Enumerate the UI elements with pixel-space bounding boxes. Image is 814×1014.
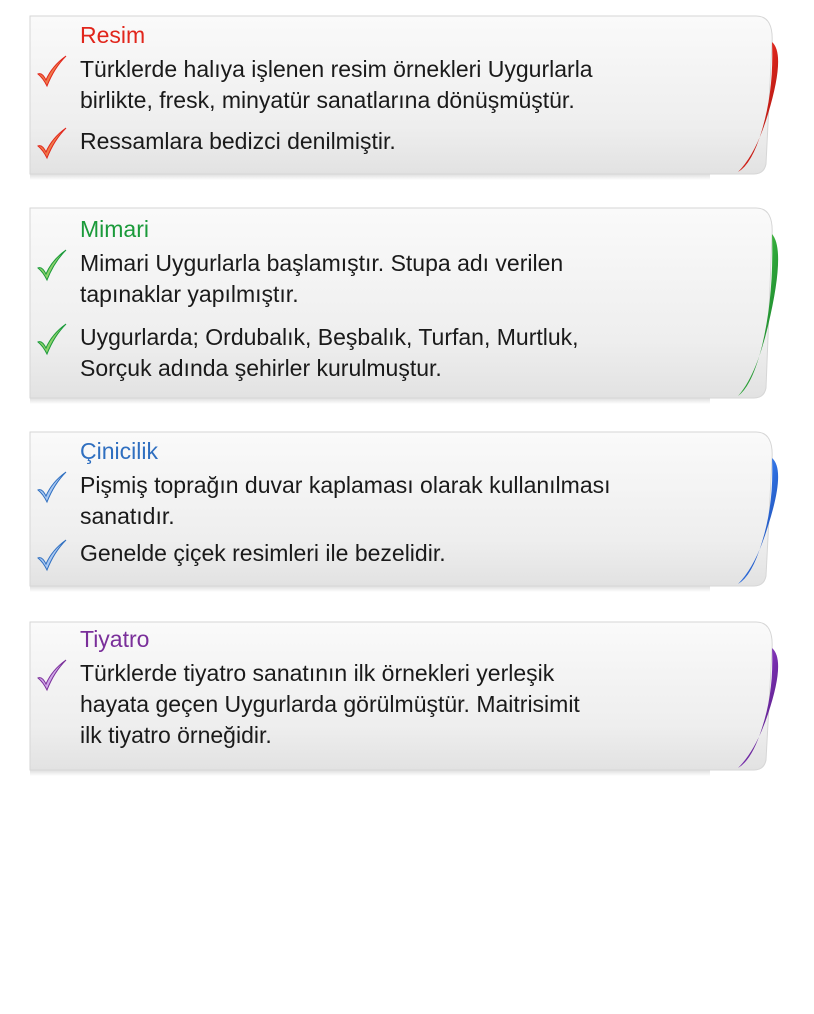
check-icon	[34, 470, 68, 504]
check-icon	[34, 126, 68, 160]
item-text: Genelde çiçek resimleri ile bezelidir.	[80, 540, 446, 566]
check-icon	[34, 54, 68, 88]
item-text: Uygurlarda; Ordubalık, Beşbalık, Turfan, Murtluk, Sorçuk adında şehirler kurulmuştur.	[80, 324, 579, 381]
check-icon	[34, 322, 68, 356]
section-title: Çinicilik	[80, 438, 158, 464]
check-icon	[34, 248, 68, 282]
item-text: Türklerde tiyatro sanatının ilk örnekleri yerleşik hayata geçen Uygurlarda görülmüştür. Maitrisimit ilk tiyatro örneğidir.	[80, 660, 580, 748]
section-title: Resim	[80, 22, 146, 48]
card-tiyatro	[26, 620, 796, 776]
item-text: Pişmiş toprağın duvar kaplaması olarak kullanılması sanatıdır.	[80, 472, 611, 529]
card-mimari	[26, 206, 796, 404]
section-title: Mimari	[80, 216, 149, 242]
item-text: Türklerde halıya işlenen resim örnekleri Uygurlarla birlikte, fresk, minyatür sanatlarına dönüşmüştür.	[80, 56, 593, 113]
item-text: Mimari Uygurlarla başlamıştır. Stupa adı verilen tapınaklar yapılmıştır.	[80, 250, 564, 307]
section-title: Tiyatro	[80, 626, 150, 652]
card-resim	[26, 14, 796, 180]
card-cinicilik	[26, 430, 796, 592]
check-icon	[34, 538, 68, 572]
check-icon	[34, 658, 68, 692]
item-text: Ressamlara bedizci denilmiştir.	[80, 128, 396, 154]
